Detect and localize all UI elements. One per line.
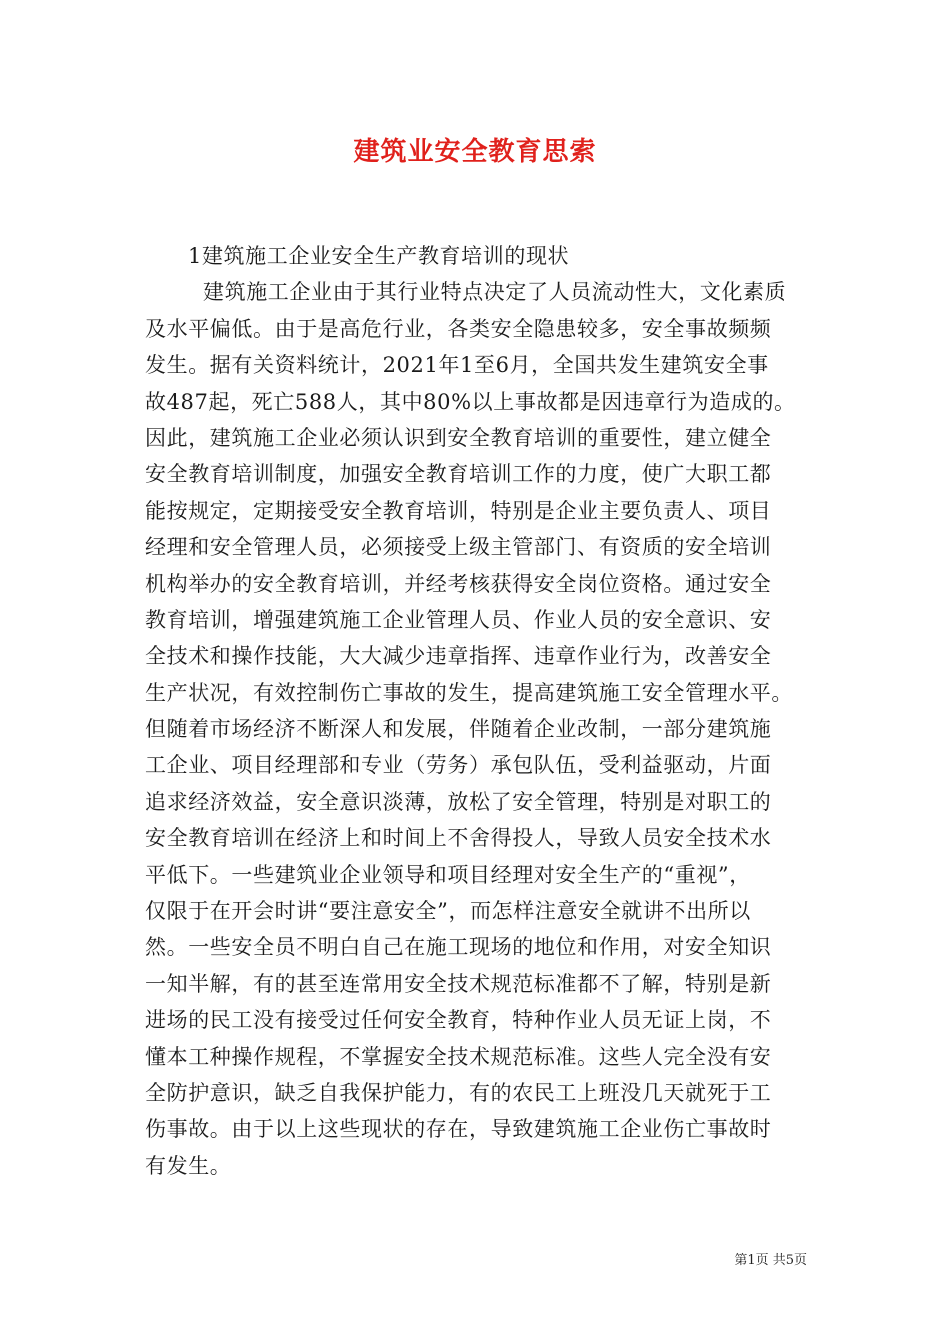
paragraph-line: 故487起，死亡588人，其中80%以上事故都是因违章行为造成的。 <box>145 389 796 414</box>
section-heading: 1建筑施工企业安全生产教育培训的现状 <box>188 244 570 268</box>
paragraph-line: 教育培训，增强建筑施工企业管理人员、作业人员的安全意识、安 <box>145 607 772 632</box>
paragraph-line: 生产状况，有效控制伤亡事故的发生，提高建筑施工安全管理水平。 <box>145 680 793 705</box>
paragraph-line: 进场的民工没有接受过任何安全教育，特种作业人员无证上岗，不 <box>145 1008 772 1033</box>
paragraph-line: 能按规定，定期接受安全教育培训，特别是企业主要负责人、项目 <box>145 498 772 523</box>
paragraph-line: 全技术和操作技能，大大减少违章指挥、违章作业行为，改善安全 <box>145 644 772 669</box>
paragraph-line: 建筑施工企业由于其行业特点决定了人员流动性大，文化素质 <box>203 280 787 305</box>
paragraph-line: 一知半解，有的甚至连常用安全技术规范标准都不了解，特别是新 <box>145 971 772 996</box>
paragraph-line: 及水平偏低。由于是高危行业，各类安全隐患较多，安全事故频频 <box>145 316 772 341</box>
paragraph-line: 安全教育培训制度，加强安全教育培训工作的力度，使广大职工都 <box>145 462 772 487</box>
paragraph-line: 但随着市场经济不断深人和发展，伴随着企业改制，一部分建筑施 <box>145 717 772 742</box>
paragraph-line: 发生。据有关资料统计，2021年1至6月，全国共发生建筑安全事 <box>145 353 769 378</box>
document-title: 建筑业安全教育思索 <box>353 137 597 167</box>
paragraph-line: 全防护意识，缺乏自我保护能力，有的农民工上班没几天就死于工 <box>145 1080 772 1105</box>
paragraph-line: 经理和安全管理人员，必须接受上级主管部门、有资质的安全培训 <box>145 535 772 560</box>
paragraph-line: 平低下。一些建筑业企业领导和项目经理对安全生产的“重视”， <box>145 862 751 887</box>
paragraph-line: 懂本工种操作规程，不掌握安全技术规范标准。这些人完全没有安 <box>145 1044 772 1069</box>
document-body <box>145 238 810 1184</box>
page-footer: 第1页 共5页 <box>734 1253 807 1268</box>
paragraph-line: 机构举办的安全教育培训，并经考核获得安全岗位资格。通过安全 <box>145 571 772 596</box>
paragraph-line: 安全教育培训在经济上和时间上不舍得投人，导致人员安全技术水 <box>145 826 772 851</box>
paragraph-line: 仅限于在开会时讲“要注意安全”，而怎样注意安全就讲不出所以 <box>145 899 751 924</box>
paragraph-line: 然。一些安全员不明白自己在施工现场的地位和作用，对安全知识 <box>145 935 772 960</box>
paragraph-line: 因此，建筑施工企业必须认识到安全教育培训的重要性，建立健全 <box>145 425 772 450</box>
paragraph-line: 有发生。 <box>145 1153 232 1178</box>
paragraph-line: 追求经济效益，安全意识淡薄，放松了安全管理，特别是对职工的 <box>145 789 772 814</box>
paragraph-line: 工企业、项目经理部和专业（劳务）承包队伍，受利益驱动，片面 <box>145 753 772 778</box>
paragraph-line: 伤事故。由于以上这些现状的存在，导致建筑施工企业伤亡事故时 <box>145 1117 772 1142</box>
paragraph <box>145 274 810 1184</box>
